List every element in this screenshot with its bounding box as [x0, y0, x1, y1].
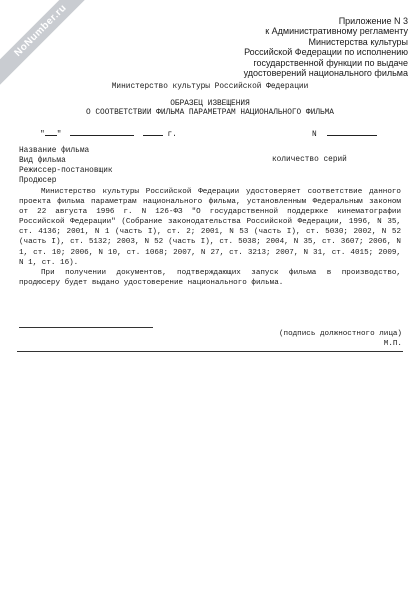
day-blank [45, 128, 57, 136]
appendix-line: Приложение N 3 [338, 16, 408, 26]
signature-block [279, 329, 402, 349]
bottom-rule [17, 351, 403, 352]
date-line [40, 128, 177, 139]
film-fields [19, 146, 113, 186]
field-producer: Продюсер [19, 177, 57, 185]
watermark-text: NoNumber.ru [12, 2, 69, 59]
appendix-line: Министерства культуры [308, 36, 408, 47]
ministry-name: Министерство культуры Российской Федерации [111, 83, 309, 91]
field-series-count: количество серий [272, 156, 347, 164]
field-director: Режиссер-постановщик [19, 167, 113, 175]
stamp-label: М.П. [383, 340, 402, 348]
quote-close: " [56, 131, 62, 139]
number-blank [327, 128, 377, 136]
month-blank [70, 128, 134, 136]
notice-body [19, 187, 401, 288]
quote-open: " [40, 131, 45, 139]
appendix-header [244, 16, 408, 78]
document-title: ОБРАЗЕЦ ИЗВЕЩЕНИЯ [170, 100, 250, 108]
signature-label: (подпись должностного лица) [278, 330, 402, 338]
number-label: N [312, 131, 317, 139]
year-suffix: г. [167, 131, 177, 139]
year-blank [143, 128, 163, 136]
field-film-title: Название фильма [19, 147, 90, 155]
field-film-type: Вид фильма [19, 157, 66, 165]
appendix-line: Российской Федерации по исполнению [244, 47, 408, 58]
appendix-line: удостоверений национального фильма [243, 68, 408, 79]
number-line [312, 128, 377, 139]
appendix-line: государственной функции по выдаче [253, 57, 408, 68]
watermark-ribbon [0, 0, 100, 90]
appendix-line: к Административному регламенту [265, 26, 408, 37]
signature-rule [19, 327, 153, 328]
document-subtitle: О СООТВЕТСТВИИ ФИЛЬМА ПАРАМЕТРАМ НАЦИОНАЛЬНОГО ФИЛЬМА [86, 109, 334, 117]
paragraph-production: При получении документов, подтверждающих запуск фильма в производство, продюсеру будет выдано удостоверение национального фильма. [19, 268, 401, 287]
paragraph-certification: Министерство культуры Российской Федерации удостоверяет соответствие данного проекта фильма параметрам национального фильма, установленным Федеральным законом от 22 августа 1996 г. N 126-ФЗ "О государственной поддержке кинематографии Российской Федерации" (Собрание законодательства Российской Федерации, 1996, N 35, ст. 4136; 2001, N 1 (часть I), ст. 2; 2001, N 53 (часть I), ст. 5030; 2002, N 52 (часть I), ст. 5132; 2003, N 52 (часть I), ст. 5038; 2004, N 35, ст. 3607; 2006, N 1, ст. 10; 2006, N 10, ст. 1068; 2007, N 27, ст. 3213; 2007, N 31, ст. 4015; 2009, N 1, ст. 16). [19, 188, 401, 267]
